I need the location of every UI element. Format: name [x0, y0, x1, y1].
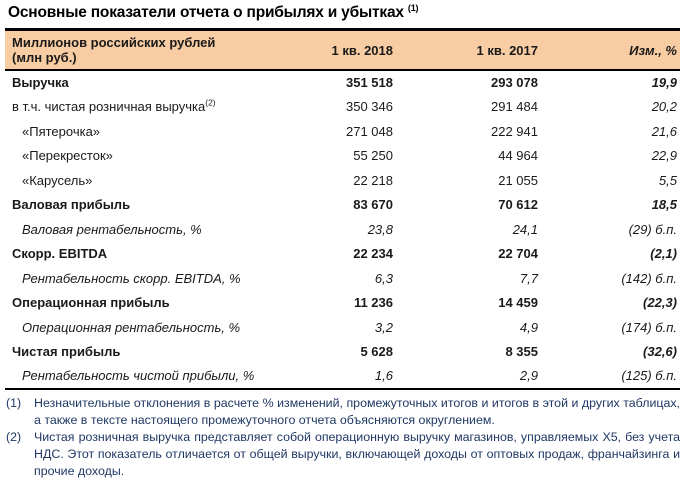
row-label-text: Выручка — [12, 75, 69, 91]
row-value-2017: 70 612 — [498, 197, 538, 213]
row-value-2017: 4,9 — [519, 319, 538, 335]
row-value-2018: 83 670 — [353, 197, 393, 213]
row-value-2018: 22 218 — [353, 172, 393, 188]
header-q1-2017: 1 кв. 2017 — [395, 30, 540, 71]
footnote-2 — [6, 429, 680, 480]
table-row — [5, 315, 680, 340]
row-value-2018: 55 250 — [353, 148, 393, 164]
row-change: (142) б.п. — [621, 270, 677, 286]
row-label-text: «Карусель» — [22, 172, 93, 188]
row-label — [5, 242, 310, 267]
row-change: (2,1) — [650, 246, 677, 262]
table-row — [5, 364, 680, 389]
header-metric-line1: Миллионов российских рублей — [12, 35, 216, 51]
row-change: (32,6) — [643, 344, 677, 360]
row-change: 20,2 — [651, 99, 677, 115]
row-label-text: Валовая прибыль — [12, 197, 131, 213]
row-change: 5,5 — [658, 172, 677, 188]
row-label-text: Валовая рентабельность, % — [22, 221, 202, 237]
row-change: 18,5 — [651, 197, 677, 213]
row-label-text: Рентабельность скорр. EBITDA, % — [22, 270, 241, 286]
row-value-2018: 22 234 — [353, 246, 393, 262]
footnote-1 — [6, 395, 680, 429]
row-value-2017: 14 459 — [498, 295, 538, 311]
table-row — [5, 119, 680, 144]
row-label — [5, 168, 310, 193]
table-row — [5, 193, 680, 218]
page-title — [8, 3, 680, 22]
row-value-2017: 291 484 — [491, 99, 538, 115]
table-row — [5, 144, 680, 169]
table-row — [5, 242, 680, 267]
row-value-2017: 21 055 — [498, 172, 538, 188]
table-row — [5, 266, 680, 291]
table-row — [5, 340, 680, 365]
header-q1-2018: 1 кв. 2018 — [310, 30, 395, 71]
row-value-2017: 293 078 — [491, 75, 538, 91]
header-change-pct: Изм., % — [540, 30, 680, 71]
row-label — [5, 266, 310, 291]
row-label — [5, 340, 310, 365]
row-change: (22,3) — [643, 295, 677, 311]
row-value-2017: 8 355 — [505, 344, 538, 360]
row-label — [5, 95, 310, 120]
row-label-text: Операционная рентабельность, % — [22, 319, 241, 335]
footnotes — [6, 395, 680, 480]
pnl-table — [5, 28, 680, 390]
row-label — [5, 144, 310, 169]
row-change: (29) б.п. — [628, 221, 677, 237]
row-value-2018: 6,3 — [374, 270, 393, 286]
row-change: (125) б.п. — [621, 368, 677, 384]
row-change: 19,9 — [651, 75, 677, 91]
table-row — [5, 291, 680, 316]
row-value-2018: 11 236 — [353, 295, 393, 311]
row-label — [5, 364, 310, 389]
row-value-2018: 1,6 — [374, 368, 393, 384]
table-row — [5, 70, 680, 95]
row-value-2017: 7,7 — [519, 270, 538, 286]
row-value-2018: 23,8 — [367, 221, 393, 237]
row-label — [5, 70, 310, 95]
row-label-text: в т.ч. чистая розничная выручка — [12, 99, 206, 115]
row-label — [5, 291, 310, 316]
row-value-2018: 5 628 — [360, 344, 393, 360]
row-label-text: Скорр. EBITDA — [12, 246, 108, 262]
title-footnote-ref: (1) — [407, 3, 419, 13]
table-header-row — [5, 30, 680, 71]
row-value-2018: 3,2 — [374, 319, 393, 335]
row-label — [5, 315, 310, 340]
footnote-2-text: Чистая розничная выручка представляет собой операционную выручку магазинов, управляемых X5, без учета НДС. Этот показатель отличается от общей выручки, включающей доходы от оптовых продаж, франчайзинга и прочие доходы. — [34, 429, 680, 478]
row-value-2017: 44 964 — [498, 148, 538, 164]
header-metric-column — [5, 30, 310, 71]
row-change: 21,6 — [651, 123, 677, 139]
footnote-1-marker: (1) — [6, 395, 22, 410]
row-value-2018: 350 346 — [346, 99, 393, 115]
row-label — [5, 193, 310, 218]
table-row — [5, 95, 680, 120]
table-row — [5, 168, 680, 193]
row-label-text: Рентабельность чистой прибыли, % — [22, 368, 255, 384]
table-row — [5, 217, 680, 242]
header-metric-line2: (млн руб.) — [12, 50, 77, 66]
row-value-2017: 24,1 — [512, 221, 538, 237]
row-value-2018: 351 518 — [346, 75, 393, 91]
row-label — [5, 217, 310, 242]
row-change: (174) б.п. — [621, 319, 677, 335]
row-label-text: Операционная прибыль — [12, 295, 170, 311]
row-value-2017: 222 941 — [491, 123, 538, 139]
page-title-text: Основные показатели отчета о прибылях и убытках — [8, 4, 404, 22]
row-label-text: «Перекресток» — [22, 148, 113, 164]
footnote-1-text: Незначительные отклонения в расчете % изменений, промежуточных итогов и итогов в этой и других таблицах, а также в тексте настоящего промежуточного отчета объясняются округлением. — [34, 395, 680, 427]
row-label-text: Чистая прибыль — [12, 344, 121, 360]
row-change: 22,9 — [651, 148, 677, 164]
row-footnote-ref: (2) — [205, 98, 216, 109]
row-value-2017: 22 704 — [498, 246, 538, 262]
row-label — [5, 119, 310, 144]
footnote-2-marker: (2) — [6, 429, 22, 444]
row-value-2017: 2,9 — [519, 368, 538, 384]
row-value-2018: 271 048 — [346, 123, 393, 139]
row-label-text: «Пятерочка» — [22, 123, 101, 139]
